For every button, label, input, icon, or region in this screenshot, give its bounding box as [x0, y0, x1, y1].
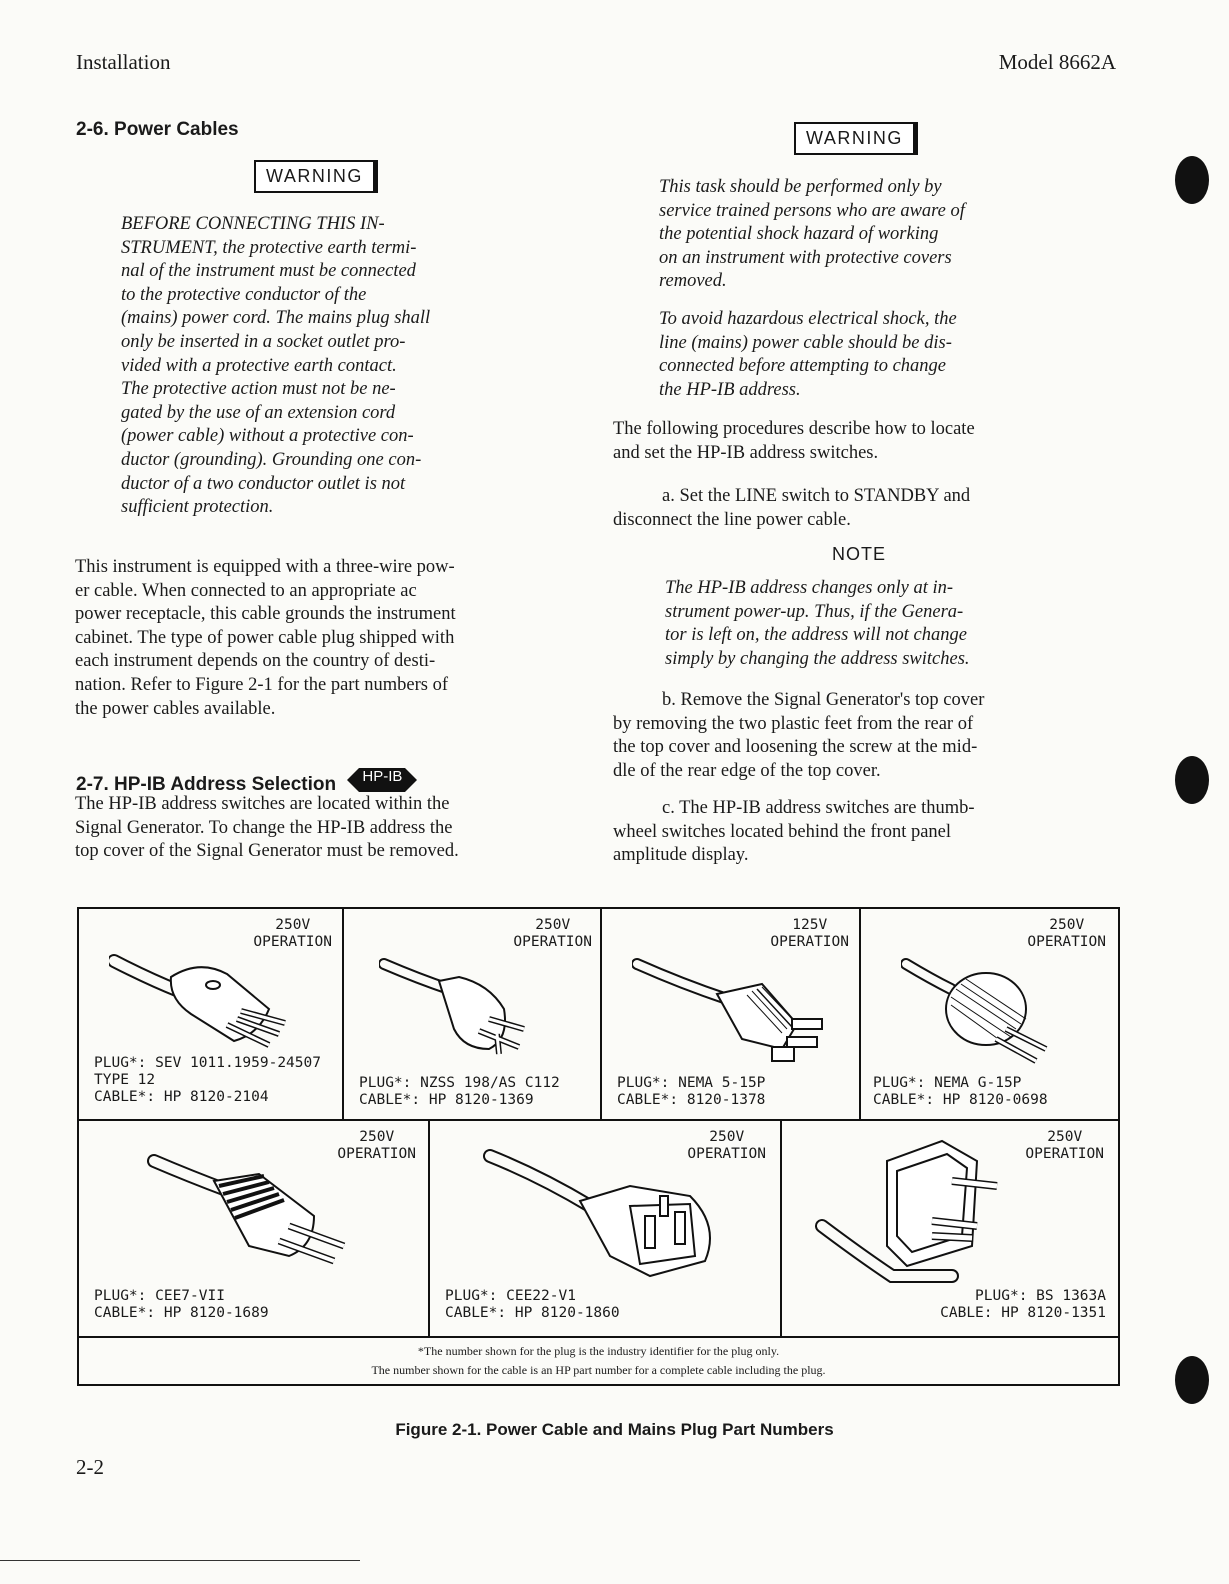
warning-text-right-2: To avoid hazardous electrical shock, the line (mains) power cable should be dis- connected before attempting to change the HP-IB address. — [659, 309, 957, 400]
plug-type: TYPE 12 — [94, 1072, 156, 1088]
plug-cell-nema-g-15p — [861, 909, 1118, 1119]
cable-part-number: CABLE*: HP 8120-1369 — [359, 1092, 534, 1108]
voltage-label: 250V — [1047, 1129, 1083, 1145]
plug-id: PLUG*: NZSS 198/AS C112 — [359, 1075, 560, 1091]
operation-label: OPERATION — [1025, 1146, 1104, 1162]
page-number: 2-2 — [76, 1455, 104, 1479]
plug-id: PLUG*: CEE7-VII — [94, 1288, 225, 1304]
plug-id: PLUG*: BS 1363A — [975, 1288, 1106, 1304]
voltage-label: 250V — [275, 917, 311, 933]
power-cable-paragraph: This instrument is equipped with a three-wire pow- er cable. When connected to an appropriate ac power receptacle, this cable grounds the instrument cabinet. The type of power cable plug shipped with each instrument depends on the country of desti- nation. Refer to Figure 2-1 for the part numbers of the power cables available. — [75, 557, 456, 719]
voltage-label: 250V — [709, 1129, 745, 1145]
operation-label: OPERATION — [513, 934, 592, 950]
operation-label: OPERATION — [253, 934, 332, 950]
cable-part-number: CABLE*: HP 8120-2104 — [94, 1089, 269, 1105]
plug-id: PLUG*: CEE22-V1 — [445, 1288, 576, 1304]
punch-hole-mark — [1175, 756, 1209, 804]
plug-figure-table — [77, 907, 1120, 1386]
voltage-label: 125V — [792, 917, 828, 933]
cee22-v1-plug-illustration — [480, 1146, 740, 1286]
operation-label: OPERATION — [1027, 934, 1106, 950]
cable-part-number: CABLE*: HP 8120-0698 — [873, 1092, 1048, 1108]
figure-caption: Figure 2-1. Power Cable and Mains Plug Part Numbers — [395, 1420, 834, 1439]
header-section-label: Installation — [76, 50, 171, 74]
step-c: c. The HP-IB address switches are thumb- wheel switches located behind the front panel amplitude display. — [613, 798, 975, 866]
nema-g-15p-plug-illustration — [901, 949, 1081, 1069]
operation-label: OPERATION — [770, 934, 849, 950]
cable-part-number: CABLE*: HP 8120-1860 — [445, 1305, 620, 1321]
bs-1363a-plug-illustration — [812, 1126, 1012, 1296]
operation-label: OPERATION — [687, 1146, 766, 1162]
warning-text-left: BEFORE CONNECTING THIS IN- STRUMENT, the protective earth termi- nal of the instrument must be connected to the protective conductor of the (mains) power cord. The mains plug shall only be inserted in a socket outlet pro- vided with a protective earth contact. The protective action must not be ne- gated by the use of an extension cord (power cable) without a protective con- ductor (grounding). Grounding one con- ductor of a two conductor outlet is not sufficient protection. — [121, 214, 431, 518]
plug-cell-sev — [79, 909, 342, 1119]
hpib-badge: HP-IB — [347, 766, 417, 800]
voltage-label: 250V — [359, 1129, 395, 1145]
cable-part-number: CABLE: HP 8120-1351 — [940, 1305, 1106, 1321]
warning-label-left: WARNING — [254, 160, 378, 193]
section-title-power-cables: 2-6. Power Cables — [76, 119, 239, 140]
note-label: NOTE — [832, 544, 887, 564]
punch-hole-mark — [1175, 1356, 1209, 1404]
voltage-label: 250V — [535, 917, 571, 933]
sev-plug-illustration — [109, 939, 309, 1049]
warning-text-right-1: This task should be performed only by service trained persons who are aware of the potential shock hazard of working on an instrument with protective covers removed. — [659, 177, 965, 292]
operation-label: OPERATION — [337, 1146, 416, 1162]
footnote-cable: The number shown for the cable is an HP part number for a complete cable including the plug. — [371, 1363, 826, 1377]
cable-part-number: CABLE*: HP 8120-1689 — [94, 1305, 269, 1321]
voltage-label: 250V — [1049, 917, 1085, 933]
plug-cell-nema-5-15p — [602, 909, 859, 1119]
plug-cell-cee22-v1 — [430, 1121, 780, 1336]
nema-5-15p-plug-illustration — [632, 949, 832, 1069]
plug-id: PLUG*: NEMA 5-15P — [617, 1075, 766, 1091]
nzss-plug-illustration — [379, 949, 549, 1059]
plug-cell-bs-1363a — [782, 1121, 1118, 1336]
header-model-label: Model 8662A — [998, 50, 1116, 74]
step-a: a. Set the LINE switch to STANDBY and disconnect the line power cable. — [613, 486, 971, 530]
table-footnote-divider — [79, 1336, 1118, 1338]
plug-id: PLUG*: SEV 1011.1959-24507 — [94, 1055, 321, 1071]
step-b: b. Remove the Signal Generator's top cover by removing the two plastic feet from the rear of the top cover and loosening the screw at the mid- dle of the rear edge of the top cover. — [613, 690, 985, 781]
plug-id: PLUG*: NEMA G-15P — [873, 1075, 1022, 1091]
note-text: The HP-IB address changes only at in- strument power-up. Thus, if the Genera- tor is left on, the address will not change simply by changing the address switches. — [665, 578, 970, 669]
warning-label-right: WARNING — [794, 122, 918, 155]
footnote-plug: *The number shown for the plug is the industry identifier for the plug only. — [417, 1344, 780, 1358]
plug-cell-nzss — [344, 909, 600, 1119]
hpib-paragraph: The HP-IB address switches are located within the Signal Generator. To change the HP-IB address the top cover of the Signal Generator must be removed. — [75, 794, 459, 862]
punch-hole-mark — [1175, 156, 1209, 204]
section-title-hpib: 2-7. HP-IB Address Selection HP-IB — [76, 762, 417, 796]
procedure-intro: The following procedures describe how to locate and set the HP-IB address switches. — [613, 419, 975, 463]
cable-part-number: CABLE*: 8120-1378 — [617, 1092, 766, 1108]
cee7-vii-plug-illustration — [139, 1146, 369, 1276]
scan-edge-line — [0, 1560, 360, 1561]
plug-cell-cee7-vii — [79, 1121, 428, 1336]
